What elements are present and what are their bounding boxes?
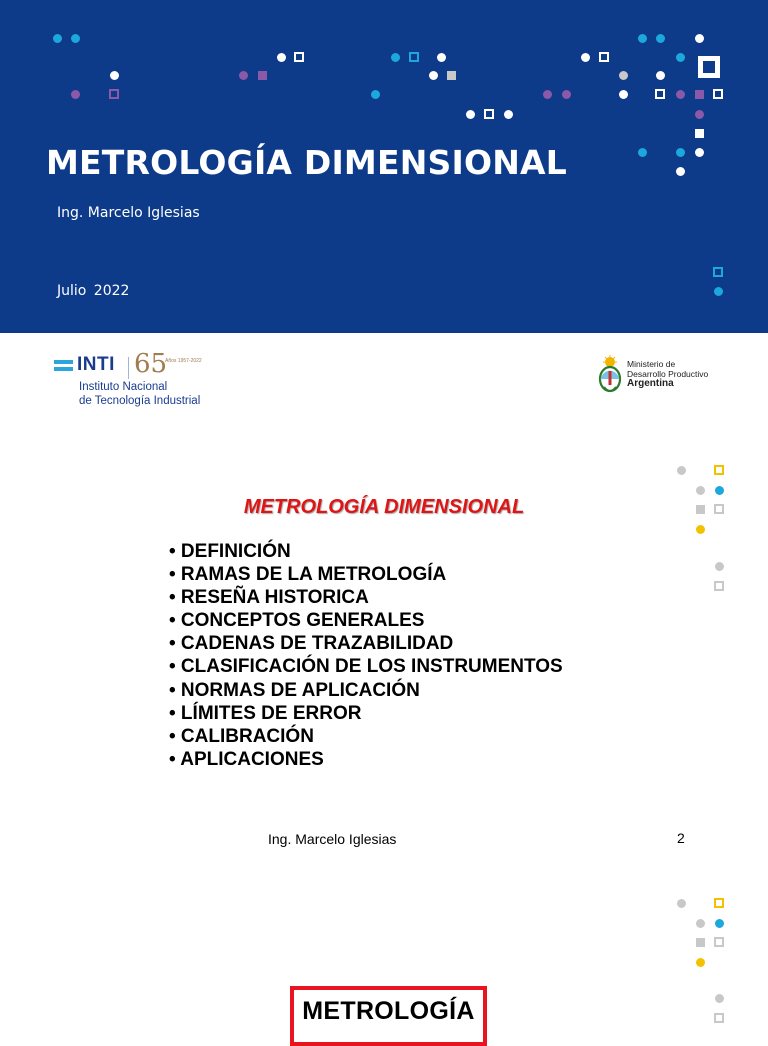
- decor-square: [655, 89, 665, 99]
- agenda-slide: [0, 333, 768, 868]
- decor-dot: [677, 899, 686, 908]
- decor-dot: [696, 919, 705, 928]
- ministry-line1: Ministerio de: [627, 359, 676, 369]
- decor-dot: [656, 71, 665, 80]
- decor-dot: [638, 148, 647, 157]
- decor-square: [599, 52, 609, 62]
- topic-item: • CLASIFICACIÓN DE LOS INSTRUMENTOS: [169, 656, 563, 678]
- decor-square: [714, 1013, 724, 1023]
- ministry-line3: Argentina: [627, 378, 674, 389]
- decor-dot: [619, 71, 628, 80]
- decor-dot: [696, 958, 705, 967]
- decor-dot: [71, 34, 80, 43]
- anniversary-caption: Años 1957-2022: [165, 358, 202, 364]
- topic-item: • CADENAS DE TRAZABILIDAD: [169, 633, 454, 655]
- national-coat-of-arms-icon: [596, 355, 624, 397]
- decor-dot: [53, 34, 62, 43]
- decor-square: [447, 71, 456, 80]
- decor-square: [714, 898, 724, 908]
- decor-dot: [695, 34, 704, 43]
- decor-square: [696, 938, 705, 947]
- decor-square: [695, 90, 704, 99]
- decor-dot: [696, 525, 705, 534]
- decor-square: [409, 52, 419, 62]
- topic-item: • LÍMITES DE ERROR: [169, 702, 362, 724]
- decor-square: [109, 89, 119, 99]
- decor-dot: [676, 148, 685, 157]
- ministry-line2: Desarrollo Productivo: [627, 369, 709, 379]
- decor-dot: [676, 53, 685, 62]
- decor-dot: [676, 167, 685, 176]
- decor-dot: [429, 71, 438, 80]
- decor-dot: [638, 34, 647, 43]
- decor-square: [294, 52, 304, 62]
- decor-dot: [714, 287, 723, 296]
- slide3-title-box: [290, 986, 487, 1046]
- decor-dot: [71, 90, 80, 99]
- topic-item: • DEFINICIÓN: [169, 541, 291, 562]
- logo-divider: [128, 357, 129, 379]
- flag-bars-icon: [54, 360, 73, 374]
- decor-dot: [619, 90, 628, 99]
- decor-dot: [581, 53, 590, 62]
- slide2-title: METROLOGÍA DIMENSIONAL: [243, 496, 525, 518]
- topic-item: • RESEÑA HISTORICA: [169, 587, 369, 609]
- decor-dot: [437, 53, 446, 62]
- slide2-page-number: 2: [677, 830, 685, 846]
- slide3-title: METROLOGÍA: [302, 997, 475, 1025]
- decor-dot: [696, 486, 705, 495]
- decor-dot: [504, 110, 513, 119]
- topic-list: [169, 540, 563, 771]
- decor-square: [713, 89, 723, 99]
- decor-dot: [110, 71, 119, 80]
- cover-date: Julio 2022: [57, 283, 130, 299]
- inti-name-line2: de Tecnología Industrial: [79, 394, 201, 407]
- decor-dot: [695, 148, 704, 157]
- cover-title: METROLOGÍA DIMENSIONAL: [46, 143, 568, 182]
- decor-square: [484, 109, 494, 119]
- decor-dot: [695, 110, 704, 119]
- topic-item: • NORMAS DE APLICACIÓN: [169, 679, 420, 701]
- decor-dot: [391, 53, 400, 62]
- topic-item: • CALIBRACIÓN: [169, 725, 314, 747]
- decor-dot: [677, 466, 686, 475]
- decor-square: [713, 267, 723, 277]
- ministry-logo: [596, 355, 726, 399]
- section-slide: [0, 868, 768, 1024]
- decor-dot: [715, 994, 724, 1003]
- decor-square: [714, 465, 724, 475]
- decor-dot: [277, 53, 286, 62]
- decor-dot: [656, 34, 665, 43]
- decor-dot: [239, 71, 248, 80]
- topic-item: • CONCEPTOS GENERALES: [169, 610, 425, 632]
- inti-name-line1: Instituto Nacional: [79, 381, 168, 393]
- slide2-footer-author: Ing. Marcelo Iglesias: [268, 831, 397, 847]
- decor-square: [695, 129, 704, 138]
- decor-dot: [562, 90, 571, 99]
- decor-dot: [715, 562, 724, 571]
- decor-dot: [715, 919, 724, 928]
- decor-dot: [715, 486, 724, 495]
- inti-full-name: [79, 381, 200, 408]
- cover-author: Ing. Marcelo Iglesias: [57, 205, 200, 221]
- cover-slide: [0, 0, 768, 333]
- decor-square: [714, 937, 724, 947]
- decor-dot: [371, 90, 380, 99]
- anniversary-number: 65: [134, 349, 168, 379]
- decor-square: [698, 56, 720, 78]
- topic-item: • RAMAS DE LA METROLOGÍA: [169, 564, 447, 586]
- ministry-name: [627, 359, 708, 389]
- decor-square: [714, 581, 724, 591]
- decor-dot: [676, 90, 685, 99]
- inti-wordmark: INTI: [77, 354, 115, 375]
- decor-dot: [543, 90, 552, 99]
- inti-logo: [54, 349, 224, 415]
- decor-dot: [466, 110, 475, 119]
- topic-item: • APLICACIONES: [169, 748, 324, 770]
- decor-square: [258, 71, 267, 80]
